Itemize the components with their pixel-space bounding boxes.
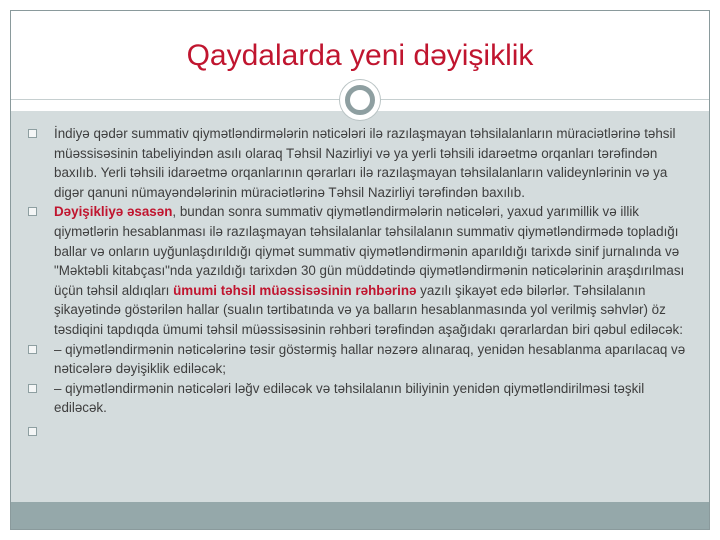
square-bullet-icon <box>28 129 37 138</box>
square-bullet-icon <box>28 427 37 436</box>
bullet-text: – qiymətləndirmənin nəticələri ləğv ediləcək və təhsilalanın biliyinin yenidən qiymətləndirilməsi təşkil ediləcək. <box>54 380 645 416</box>
ring-ornament-inner <box>345 85 375 115</box>
bullet-text: İndiyə qədər summativ qiymətləndirmələrin nəticələri ilə razılaşmayan təhsilalanların müraciətlərinə təhsil müəssisəsinin tabeliyindən asılı olaraq Təhsil Nazirliyi və ya yerli təhsili idarəetmə orqanları tərəfindən baxılıb. Yerli təhsili idarəetmə orqanlarının qərarları ilə razılaşmayan təhsilalanların valideynlərinin və ya digər qanuni nümayəndələrinin müraciətlərinə Təhsil Nazirliyi tərəfindən baxılıb. <box>54 126 676 200</box>
footer-bar <box>11 502 709 529</box>
bullet-item-2 <box>28 202 688 339</box>
bullet-list <box>28 124 688 442</box>
square-bullet-icon <box>28 384 37 393</box>
bullet-text-part2: yazılı şikayət edə bilərlər. Təhsilalanın şikayətində göstərilən hallar (sualın tərtibatında və ya balların hesablanmasında yol verilmiş səhvlər) öz təsdiqini tapdıqda ümumi təhsil müəssisəsinin rəhbəri tərəfindən aşağıdakı qərarlardan biri qəbul ediləcək: <box>54 282 683 337</box>
bullet-text: – qiymətləndirmənin nəticələrinə təsir göstərmiş hallar nəzərə alınaraq, yenidən hesablanma aparılacaq və nəticələrə dəyişiklik ediləcək; <box>54 341 686 377</box>
ring-ornament <box>340 80 380 120</box>
slide-title: Qaydalarda yeni dəyişiklik <box>186 39 534 72</box>
bullet-item-1 <box>28 124 688 202</box>
bullet-emphasis-highlight: ümumi təhsil müəssisəsinin rəhbərinə <box>173 282 417 298</box>
bullet-text-part1: , bundan sonra summativ qiymətləndirmələrin nəticələri, yaxud yarımillik və illik qiymətlərin hesablanması ilə razılaşmayan təhsilalanlar təhsilalanın summativ qiymətləndirmədə topladığı ballar və onların uyğunlaşdırıldığı qiymət summativ qiymətləndirmənin aparıldığı tarixdə sinif jurnalında və "Məktəbli kitabçası"nda yazıldığı tarixdən 30 gün müddətində qiymətləndirmənin nəticələrinin araşdırılması üçün təhsil aldıqları <box>54 204 685 298</box>
square-bullet-icon <box>28 345 37 354</box>
bullet-item-4 <box>28 379 688 418</box>
bullet-lead-highlight: Dəyişikliyə əsasən <box>54 204 173 220</box>
bullet-item-3 <box>28 340 688 379</box>
bullet-item-5 <box>28 422 688 442</box>
square-bullet-icon <box>28 207 37 216</box>
